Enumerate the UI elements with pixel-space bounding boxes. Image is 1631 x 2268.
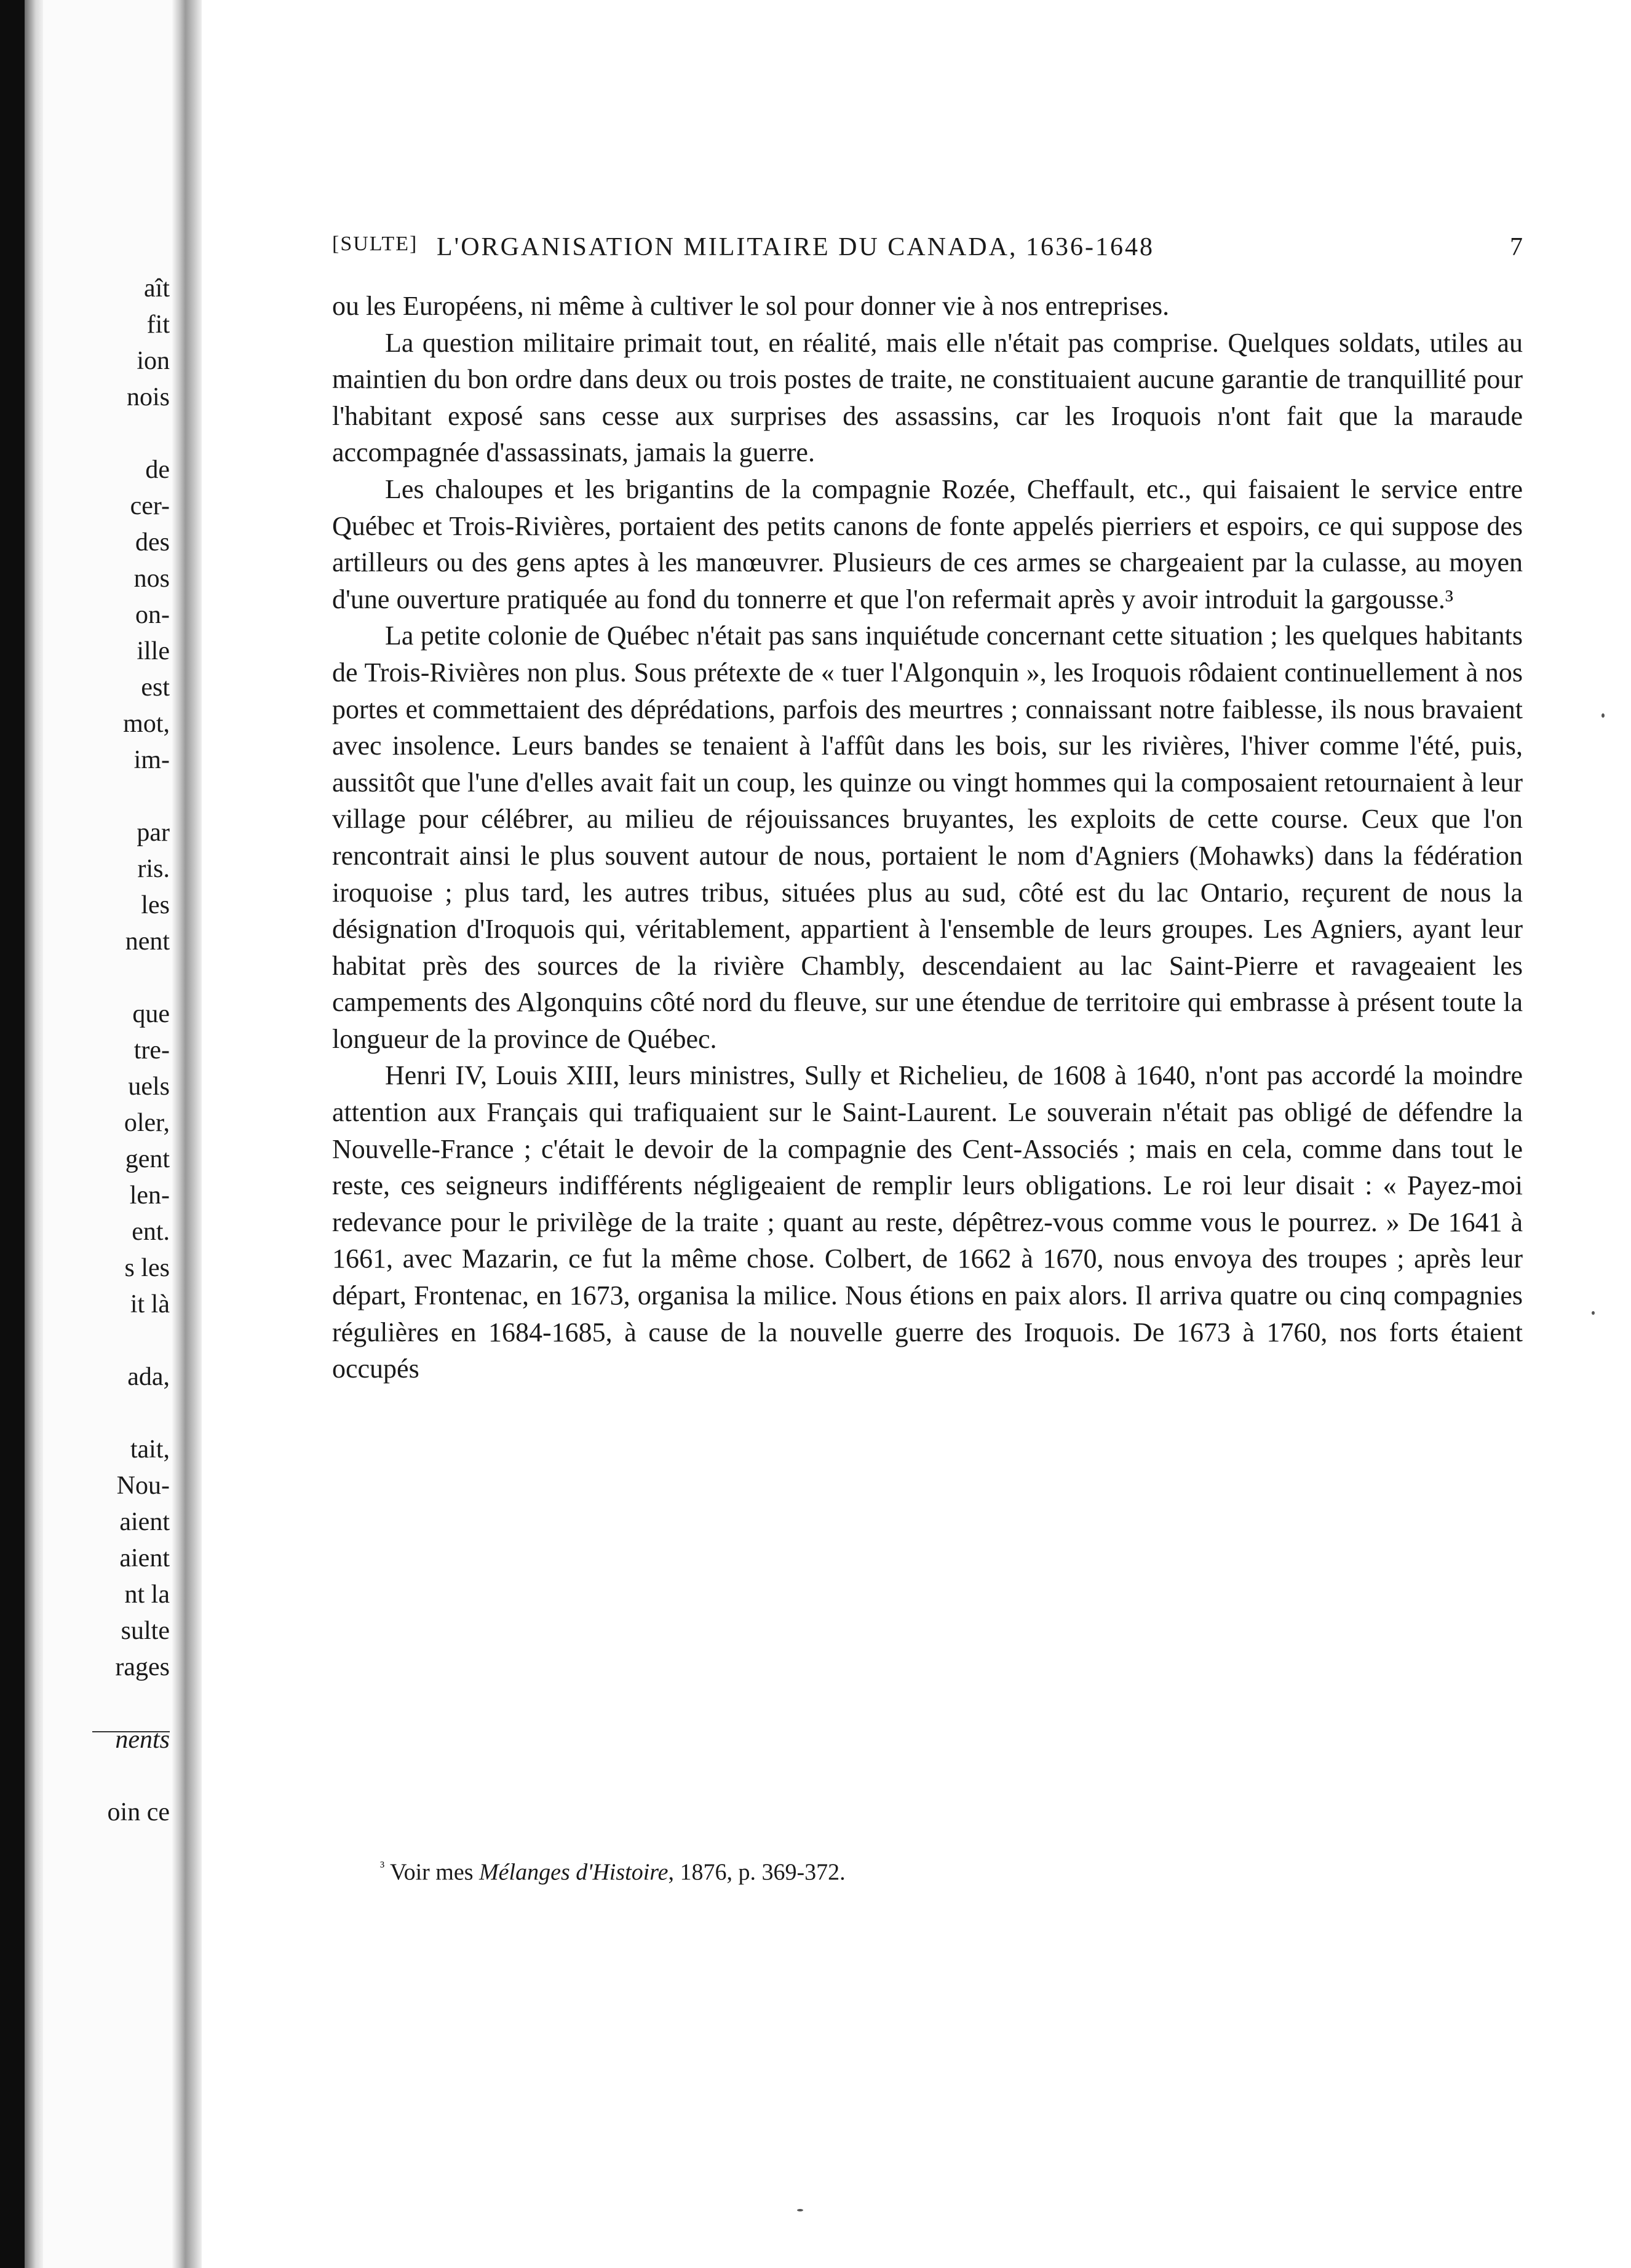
facing-page-fragment: cer- xyxy=(130,492,170,520)
facing-page-fragment: ris. xyxy=(137,855,170,883)
book-gutter xyxy=(172,0,202,2268)
facing-page-fragment xyxy=(43,1323,170,1359)
facing-page-fragment: nent xyxy=(125,927,170,956)
facing-page-fragment xyxy=(43,1758,170,1794)
running-head xyxy=(332,232,1523,269)
facing-page-fragment: gent xyxy=(125,1145,170,1173)
facing-page-fragment: que xyxy=(132,1000,170,1028)
facing-page-fragment xyxy=(43,960,170,996)
facing-page-footnote-rule xyxy=(92,1731,170,1732)
facing-page-text xyxy=(43,271,170,1831)
facing-page-fragment: fit xyxy=(146,311,170,339)
facing-page-fragment: aient xyxy=(119,1508,170,1536)
facing-page-fragment: aît xyxy=(144,274,170,303)
running-head-author: [SULTE] xyxy=(332,232,418,255)
facing-page-fragment: nents xyxy=(115,1726,170,1754)
running-head-title: L'ORGANISATION MILITAIRE DU CANADA, 1636-1648 xyxy=(437,233,1154,261)
facing-page-fragment: tre- xyxy=(133,1036,170,1065)
facing-page-fragment: s les xyxy=(124,1254,170,1282)
facing-page-fragment: it là xyxy=(130,1290,170,1318)
facing-page-fragment: par xyxy=(137,819,170,847)
facing-page-fragment: oler, xyxy=(124,1109,170,1137)
facing-page-fragment: on- xyxy=(135,601,170,629)
facing-page-fragment: nois xyxy=(126,383,170,411)
page-number: 7 xyxy=(1510,233,1523,261)
paragraph: ou les Européens, ni même à cultiver le sol pour donner vie à nos entreprises. xyxy=(332,291,1170,321)
facing-page-fragment xyxy=(43,1395,170,1432)
facing-page-fragment xyxy=(43,1686,170,1722)
footnote-marker: ³ xyxy=(380,1859,385,1875)
facing-page-fragment: rages xyxy=(115,1653,170,1681)
facing-page-fragment: len- xyxy=(129,1181,170,1210)
facing-page-fragment: aient xyxy=(119,1544,170,1572)
paragraph: Les chaloupes et les brigantins de la compagnie Rozée, Cheffault, etc., qui faisaient le service entre Québec et Trois-Rivières, portaient des petits canons de fonte appelés pierriers et espoirs, ce qui suppose des artilleurs ou des gens aptes à les manœuvrer. Plusieurs de ces armes se chargeaient par la culasse, au moyen d'une ouverture pratiquée au fond du tonnerre et que l'on refermait après y avoir introduit la gargousse.³ xyxy=(332,474,1523,614)
main-page xyxy=(202,0,1631,2268)
facing-page-fragment: im- xyxy=(133,746,170,774)
facing-page-fragment: nt la xyxy=(124,1580,170,1609)
facing-page-fragment: des xyxy=(135,528,170,557)
facing-page-fragment: les xyxy=(141,891,170,919)
facing-page-fragment xyxy=(43,779,170,815)
facing-page-fragment: tait, xyxy=(130,1435,170,1464)
facing-page-fragment: ille xyxy=(137,637,170,665)
scan-border-shade xyxy=(25,0,43,2268)
facing-page-fragment: ion xyxy=(137,347,170,375)
paragraph: Henri IV, Louis XIII, leurs ministres, Sully et Richelieu, de 1608 à 1640, n'ont pas accordé la moindre attention aux Français qui trafiquaient sur le Saint-Laurent. Le souverain n'était pas obligé de défendre la Nouvelle-France ; c'était le devoir de la compagnie des Cent-Associés ; mais en cela, comme dans tout le reste, ces seigneurs indifférents négligeaient de remplir leurs obligations. Le roi leur disait : « Payez-moi redevance pour le privilège de la traite ; quant au reste, dépêtrez-vous comme vous le pourrez. » De 1641 à 1661, avec Mazarin, ce fut la même chose. Colbert, de 1662 à 1670, nous envoya des troupes ; après leur départ, Frontenac, en 1673, organisa la milice. Nous étions en paix alors. Il arriva quatre ou cinq compagnies régulières en 1684-1685, à cause de la nouvelle guerre des Iroquois. De 1673 à 1760, nos forts étaient occupés xyxy=(332,1060,1523,1384)
scan-speck xyxy=(797,2209,803,2211)
scan-speck xyxy=(1592,1311,1595,1315)
scan-speck xyxy=(1601,713,1605,718)
footnote-prefix: Voir mes xyxy=(390,1859,474,1885)
facing-page-fragment: ada, xyxy=(127,1363,170,1391)
facing-page-fragment: de xyxy=(145,456,170,484)
footnote-suffix: , 1876, p. 369-372. xyxy=(668,1859,846,1885)
facing-page-fragment: est xyxy=(141,673,170,702)
facing-page-fragment: uels xyxy=(128,1073,170,1101)
paragraph: La petite colonie de Québec n'était pas sans inquiétude concernant cette situation ; les quelques habitants de Trois-Rivières non plus. Sous prétexte de « tuer l'Algonquin », les Iroquois rôdaient continuellement à nos portes et commettaient des déprédations, parfois des meurtres ; connaissant notre faiblesse, ils nous bravaient avec insolence. Leurs bandes se tenaient à l'affût dans les bois, sur les rivières, l'hiver comme l'été, puis, aussitôt que l'une d'elles avait fait un coup, les quinze ou vingt hommes qui la composaient retournaient à leur village pour célébrer, au milieu de réjouissances bruyantes, les exploits de cette course. Ceux que l'on rencontrait ainsi le plus souvent autour de nous, portaient le nom d'Agniers (Mohawks) dans la fédération iroquoise ; plus tard, les autres tribus, situées plus au sud, côté est du lac Ontario, reçurent de nous la désignation d'Iroquois qui, véritablement, appartient à l'ensemble de leurs groupes. Les Agniers, ayant leur habitat près des sources de la rivière Chambly, descendaient au lac Saint-Pierre et ravageaient les campements des Algonquins côté nord du fleuve, sur une étendue de territoire qui embrasse à présent toute la longueur de la province de Québec. xyxy=(332,621,1523,1054)
facing-page-fragment: oin ce xyxy=(107,1798,170,1826)
scan-border xyxy=(0,0,25,2268)
footnote-title: Mélanges d'Histoire xyxy=(479,1859,669,1885)
paragraph: La question militaire primait tout, en réalité, mais elle n'était pas comprise. Quelques soldats, utiles au maintien du bon ordre dans deux ou trois postes de traite, ne constituaient aucune garantie de tranquillité pour l'habitant exposé sans cesse aux surprises des assassins, car les Iroquois n'ont fait que la maraude accompagnée d'assassinats, jamais la guerre. xyxy=(332,327,1523,468)
facing-page-fragment: mot, xyxy=(123,710,170,738)
facing-page-fragment: Nou- xyxy=(116,1472,170,1500)
facing-page-fragment: ent. xyxy=(132,1218,170,1246)
footnote xyxy=(380,1852,1523,1887)
body-text xyxy=(332,288,1523,1387)
facing-page-fragment: sulte xyxy=(121,1617,170,1645)
facing-page-fragment xyxy=(43,416,170,452)
facing-page-fragment: nos xyxy=(133,565,170,593)
